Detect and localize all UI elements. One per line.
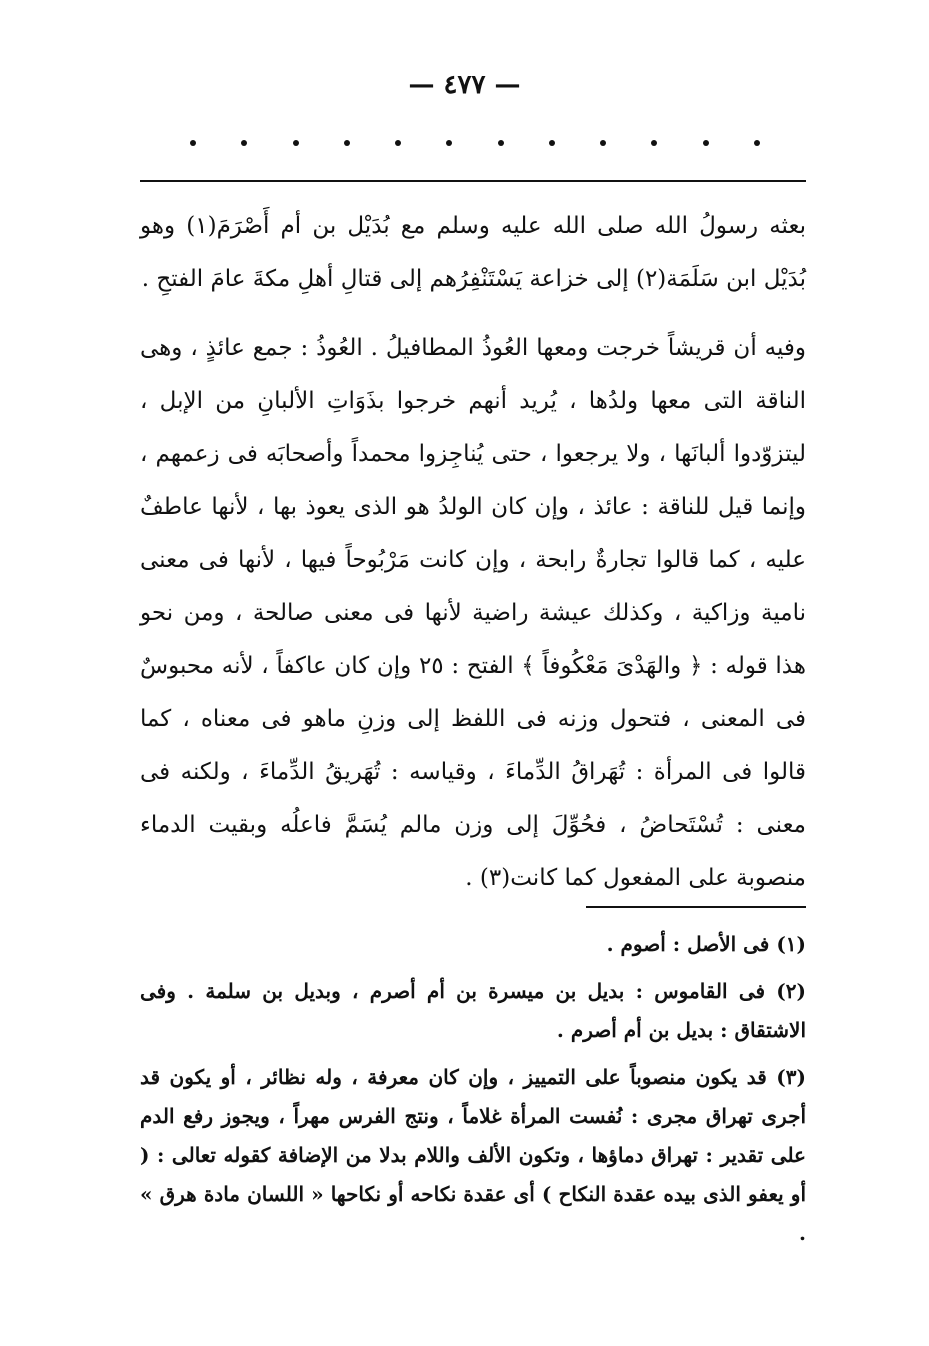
separator-dot [446,140,452,146]
footnote-2: (٢) فى القاموس : بديل بن ميسرة بن أم أصرم ، وبديل بن سلمة . وفى الاشتقاق : بديل بن أم أصرم . [140,979,806,1042]
footnote-1: (١) فى الأصل : أصوم . [606,932,806,956]
separator-dot [241,140,247,146]
separator-dot [190,140,196,146]
separator-dots [190,140,760,146]
separator-dot [703,140,709,146]
page-number: — ٤٧٧ — [408,70,521,100]
footnotes [140,925,806,1261]
main-paragraph: وفيه أن قريشاً خرجت ومعها العُوذُ المطافيلُ . العُوذُ : جمع عائذٍ ، وهى الناقة التى معها ولدُها ، يُريد أنهم خرجوا بذَوَاتِ الألبانِ من الإبل ، ليتزوّدوا ألبانَها ، ولا يرجعوا ، حتى يُناجِزوا محمداً وأصحابَه فى زعمهم ، وإنما قيل للناقة : عائذ ، وإن كان الولدُ هو الذى يعوذ بها ، لأنها عاطفٌ عليه ، كما قالوا تجارةٌ رابحة ، وإن كانت مَرْبُوحاً فيها ، لأنها فى معنى نامية وزاكية ، وكذلك عيشة راضية لأنها فى معنى صالحة ، ومن نحو هذا قوله : ﴿ والهَدْىَ مَعْكُوفاً ﴾ الفتح : ٢٥ وإن كان عاكفاً ، لأنه محبوسٌ فى المعنى ، فتحول وزنه فى اللفظ إلى وزنِ ماهو فى معناه ، كما قالوا فى المرأة : تُهَراقُ الدِّماءَ ، وقياسه : تُهَريقُ الدِّماءَ ، ولكنه فى معنى : تُسْتَحاضُ ، فحُوِّلَ إلى وزن مالم يُسَمَّ فاعلُه وبقيت الدماء منصوبة على المفعول كما كانت(٣) . [140,335,807,891]
footnote-3: (٣) قد يكون منصوباً على التمييز ، وإن كان معرفة ، وله نظائر ، أو يكون قد أجرى تهراق مجرى : نُفست المرأة غلاماً ، ونتج الفرس مهراً ، ويجوز رفع الدم على تقدير : تهراق دماؤها ، وتكون الألف واللام بدلا من الإضافة كقوله تعالى : ( أو يعفو الذى بيده عقدة النكاح ) أى عقدة نكاحه أو نكاحها « اللسان مادة هرق » . [140,1065,806,1245]
separator-dot [651,140,657,146]
separator-dot [395,140,401,146]
separator-dot [344,140,350,146]
separator-dot [293,140,299,146]
separator-dot [754,140,760,146]
separator-dot [498,140,504,146]
intro-paragraph: بعثه رسولُ الله صلى الله عليه وسلم مع بُدَيْل بن أم أَصْرَمَ(١) وهو بُدَيْل ابن سَلَمَة(٢) إلى خزاعة يَسْتَنْفِرُهم إلى قتالِ أهلِ مكةَ عامَ الفتحِ . [140,213,806,292]
main-text [140,200,806,905]
separator-dot [549,140,555,146]
header-rule [140,180,806,182]
footnote-rule [586,906,806,908]
separator-dot [600,140,606,146]
